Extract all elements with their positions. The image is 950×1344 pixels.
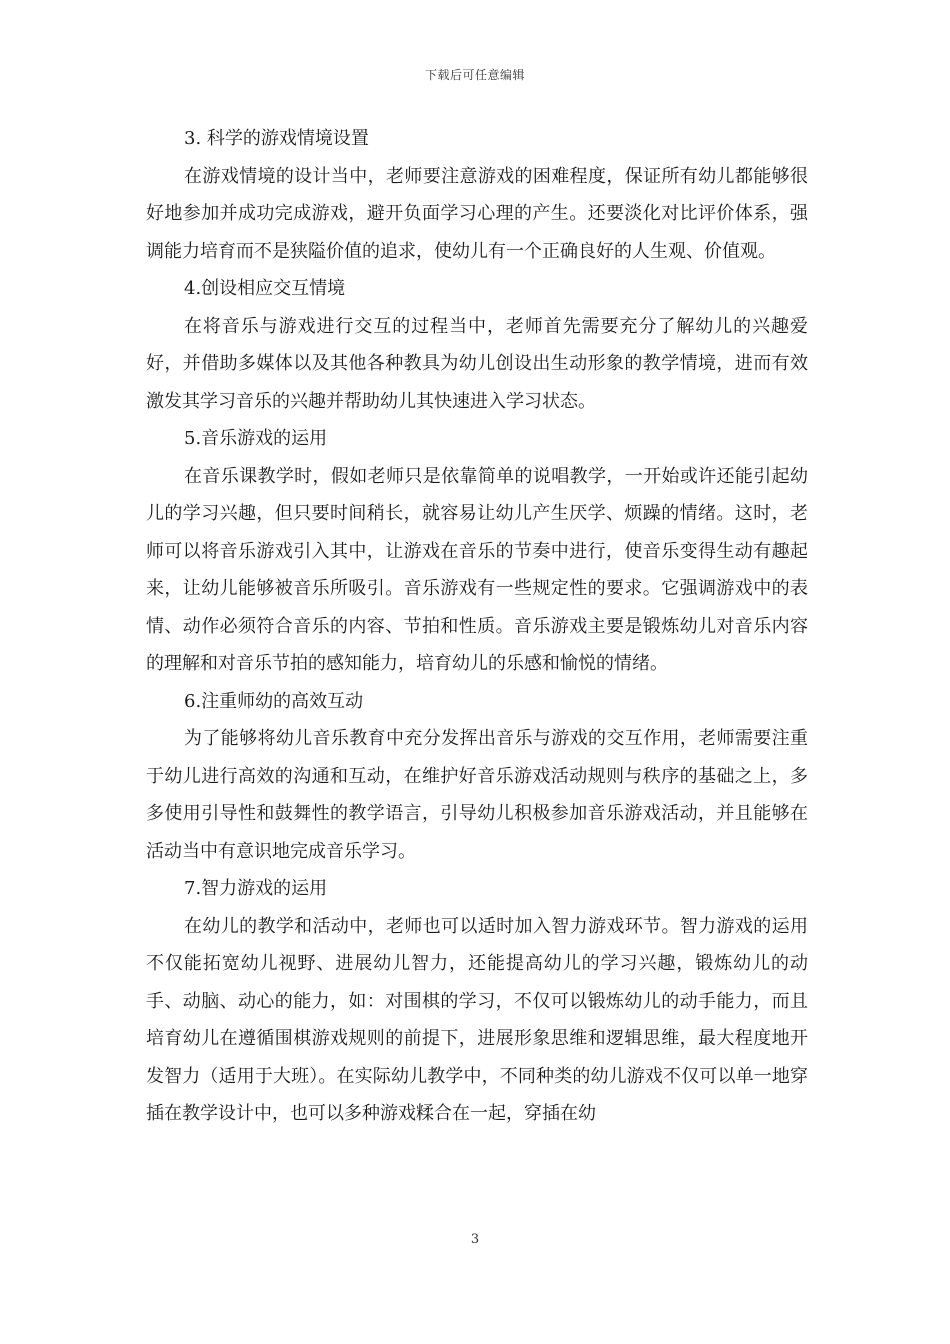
section-heading-6: 6.注重师幼的高效互动: [184, 690, 364, 712]
section-heading-4: 4.创设相应交互情境: [184, 278, 346, 299]
section-paragraph-3: 在游戏情境的设计当中，老师要注意游戏的困难程度，保证所有幼儿都能够很好地参加并成功完成游戏，避开负面学习心理的产生。还要淡化对比评价体系，强调能力培育而不是狭隘价值的追求，使幼儿有一个正确良好的人生观、价值观。: [146, 165, 808, 262]
section-paragraph-7: 在幼儿的教学和活动中，老师也可以适时加入智力游戏环节。智力游戏的运用不仅能拓宽幼儿视野、进展幼儿智力，还能提高幼儿的学习兴趣，锻炼幼儿的动手、动脑、动心的能力，如：对围棋的学习，不仅可以锻炼幼儿的动手能力，而且培育幼儿在遵循围棋游戏规则的前提下，进展形象思维和逻辑思维，最大程度地开发智力（适用于大班）。在实际幼儿教学中，不同种类的幼儿游戏不仅可以单一地穿插在教学设计中，也可以多种游戏糅合在一起，穿插在幼: [146, 915, 808, 1124]
section-paragraph-5: 在音乐课教学时，假如老师只是依靠简单的说唱教学，一开始或许还能引起幼儿的学习兴趣，但只要时间稍长，就容易让幼儿产生厌学、烦躁的情绪。这时，老师可以将音乐游戏引入其中，让游戏在音乐的节奏中进行，使音乐变得生动有趣起来，让幼儿能够被音乐所吸引。音乐游戏有一些规定性的要求。它强调游戏中的表情、动作必须符合音乐的内容、节拍和性质。音乐游戏主要是锻炼幼儿对音乐内容的理解和对音乐节拍的感知能力，培育幼儿的乐感和愉悦的情绪。: [146, 465, 808, 674]
section-paragraph-4: 在将音乐与游戏进行交互的过程当中，老师首先需要充分了解幼儿的兴趣爱好，并借助多媒体以及其他各种教具为幼儿创设出生动形象的教学情境，进而有效激发其学习音乐的兴趣并帮助幼儿其快速进入学习状态。: [146, 315, 808, 412]
document-body: [146, 120, 808, 1133]
section-paragraph-6: 为了能够将幼儿音乐教育中充分发挥出音乐与游戏的交互作用，老师需要注重于幼儿进行高效的沟通和互动，在维护好音乐游戏活动规则与秩序的基础之上，多多使用引导性和鼓舞性的教学语言，引导幼儿积极参加音乐游戏活动，并且能够在活动当中有意识地完成音乐学习。: [146, 728, 808, 862]
section-heading-5: 5.音乐游戏的运用: [184, 428, 328, 449]
section-heading-7: 7.智力游戏的运用: [184, 878, 328, 899]
page-header-note: 下载后可任意编辑: [424, 68, 525, 82]
section-heading-3: 3. 科学的游戏情境设置: [184, 128, 369, 149]
page-number: 3: [470, 1232, 480, 1247]
